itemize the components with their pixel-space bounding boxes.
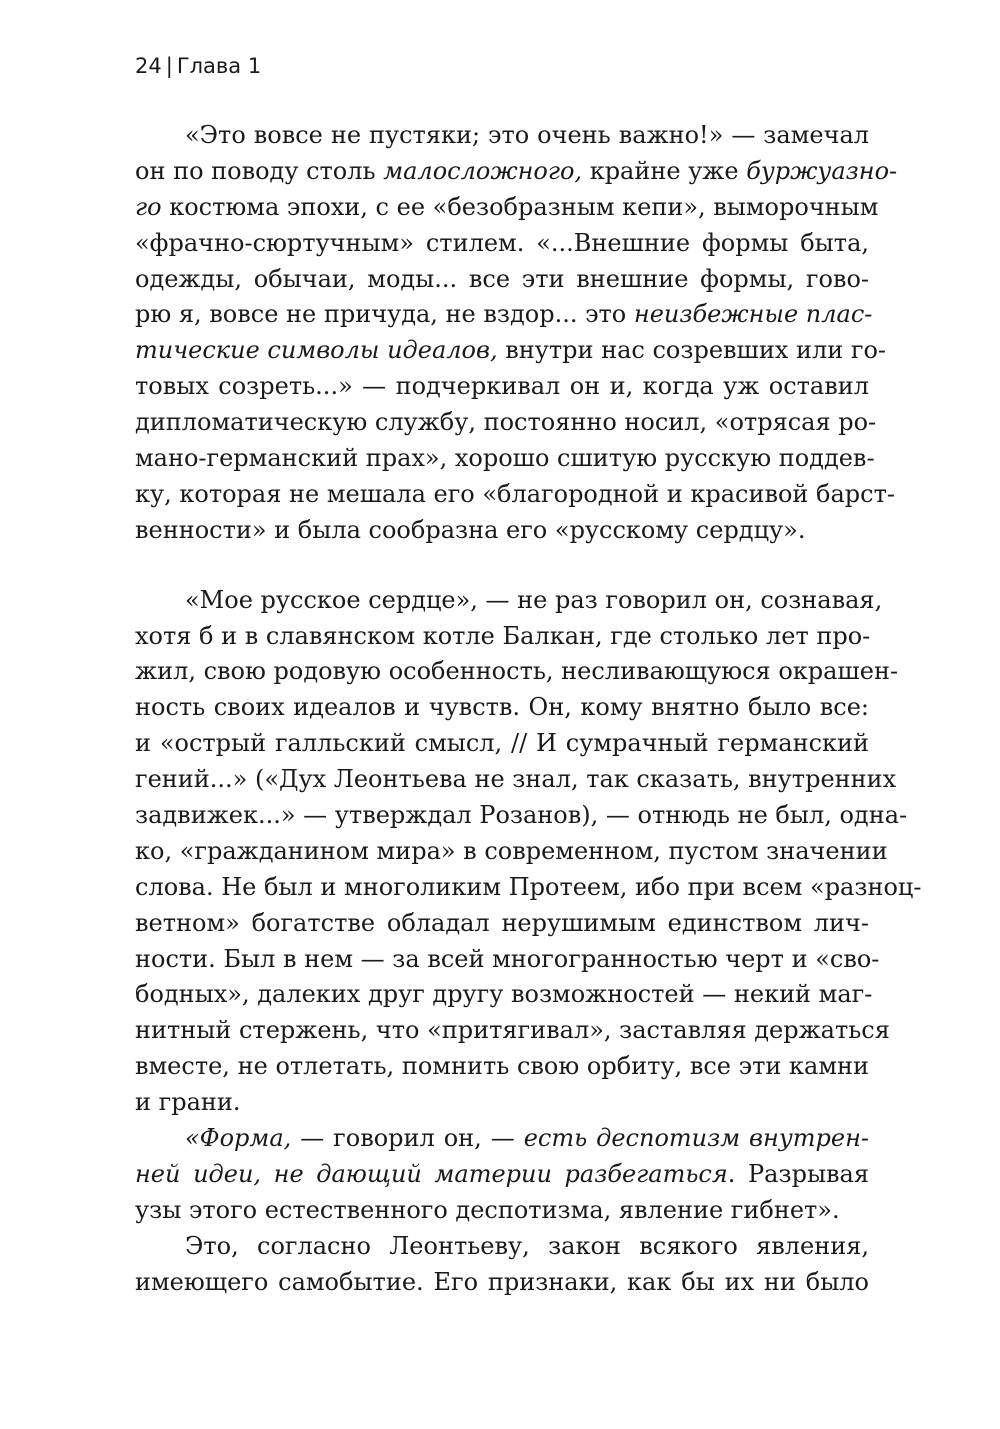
text-run: «Мое русское сердце», — не раз говорил он, сознавая, — [185, 585, 883, 614]
text-run: товых созреть...» — подчеркивал он и, когда уж оставил — [135, 372, 869, 401]
italic-text: малосложного, — [383, 156, 583, 185]
text-line — [135, 619, 869, 655]
text-run: Это, согласно Леонтьеву, закон всякого явления, — [185, 1231, 869, 1260]
text-run: вместе, не отлетать, помнить свою орбиту, все эти камни — [135, 1052, 869, 1081]
italic-text: буржуазно- — [746, 156, 898, 185]
text-run: одежды, обычаи, моды... все эти внешние формы, гово- — [135, 264, 869, 293]
text-line — [135, 1265, 869, 1301]
text-run: внутри нас созревших или го- — [497, 336, 887, 365]
text-line — [135, 762, 897, 798]
text-line — [135, 798, 908, 834]
text-line — [135, 297, 873, 333]
text-run: рю я, вовсе не причуда, не вздор... это — [135, 300, 634, 329]
text-line — [135, 477, 895, 513]
text-run: венности» и была сообразна его «русскому сердцу». — [135, 515, 806, 544]
text-line — [135, 690, 869, 726]
chapter-title: Глава 1 — [176, 54, 262, 78]
text-line — [135, 226, 869, 262]
text-run: мано-германский прах», хорошо сшитую русскую поддев- — [135, 444, 875, 473]
text-line — [135, 1229, 869, 1265]
italic-text: неизбежные плас- — [633, 300, 873, 329]
text-run: костюма эпохи, с ее «безобразным кепи», выморочным — [161, 192, 879, 221]
text-run: крайне уже — [582, 156, 747, 185]
text-run: слова. Не был и многоликим Протеем, ибо при всем «разноц- — [135, 872, 922, 901]
text-line — [135, 513, 869, 549]
page-number: 24 — [135, 54, 162, 78]
text-line — [135, 369, 869, 405]
text-run: бодных», далеких друг другу возможностей — некий маг- — [135, 980, 873, 1009]
text-run: дипломатическую службу, постоянно носил, «отрясая ро- — [135, 408, 877, 437]
italic-text: есть деспотизм внутрен- — [523, 1124, 870, 1153]
text-run: ность своих идеалов и чувств. Он, кому внятно было все: — [135, 693, 869, 722]
text-line — [135, 1121, 869, 1157]
text-line — [135, 942, 880, 978]
text-run: задвижек...» — утверждал Розанов), — отнюдь не был, одна- — [135, 801, 908, 830]
text-line — [135, 1085, 869, 1121]
text-line — [135, 118, 869, 154]
paragraph — [135, 583, 922, 1121]
text-line — [135, 1157, 869, 1193]
text-run: нитный стержень, что «притягивал», заставляя держаться — [135, 1016, 890, 1045]
italic-text: тические символы идеалов, — [135, 336, 498, 365]
text-run: и «острый галльский смысл, // И сумрачный германский — [135, 729, 869, 758]
paragraph — [135, 1229, 869, 1301]
text-run: ности. Был в нем — за всей многогранностью черт и «сво- — [135, 944, 880, 973]
text-run: . Разрывая — [727, 1159, 870, 1188]
text-run: хотя б и в славянском котле Балкан, где столько лет про- — [135, 621, 871, 650]
italic-text: ней идеи, не дающий материи разбегаться — [135, 1159, 728, 1188]
paragraph — [135, 118, 898, 549]
text-run: имеющего самобытие. Его признаки, как бы их ни было — [135, 1267, 869, 1296]
text-line — [135, 1049, 869, 1085]
text-line — [135, 654, 899, 690]
text-run: жил, свою родовую особенность, несливающуюся окрашен- — [135, 657, 899, 686]
text-run: «фрачно-сюртучным» стилем. «...Внешние формы быта, — [135, 228, 869, 257]
italic-text: го — [135, 192, 162, 221]
header-separator: | — [165, 54, 173, 78]
running-head — [135, 50, 261, 82]
text-line — [135, 333, 887, 369]
text-run: и грани. — [135, 1088, 241, 1117]
text-line — [135, 154, 898, 190]
text-run: он по поводу столь — [135, 156, 384, 185]
body-text — [135, 118, 922, 1301]
text-run: — говорил он, — — [291, 1124, 524, 1153]
text-line — [135, 190, 879, 226]
text-line — [135, 977, 873, 1013]
text-run: «Это вовсе не пустяки; это очень важно!» — замечал — [185, 121, 869, 149]
text-line — [135, 583, 883, 619]
paragraph — [135, 1121, 869, 1229]
text-line — [135, 726, 869, 762]
italic-text: «Форма, — [185, 1124, 292, 1153]
text-line — [135, 405, 877, 441]
text-run: узы этого естественного деспотизма, явление гибнет». — [135, 1195, 840, 1224]
text-line — [135, 906, 869, 942]
text-run: ко, «гражданином мира» в современном, пустом значении — [135, 836, 888, 865]
text-line — [135, 834, 888, 870]
text-line — [135, 262, 869, 298]
text-run: гений...» («Дух Леонтьева не знал, так сказать, внутренних — [135, 765, 897, 794]
text-line — [135, 870, 922, 906]
text-run: ветном» богатстве обладал нерушимым единством лич- — [135, 908, 869, 937]
text-line — [135, 441, 875, 477]
paragraph-gap — [135, 549, 869, 583]
text-line — [135, 1013, 890, 1049]
text-line — [135, 1193, 869, 1229]
text-run: ку, которая не мешала его «благородной и красивой барст- — [135, 479, 895, 508]
